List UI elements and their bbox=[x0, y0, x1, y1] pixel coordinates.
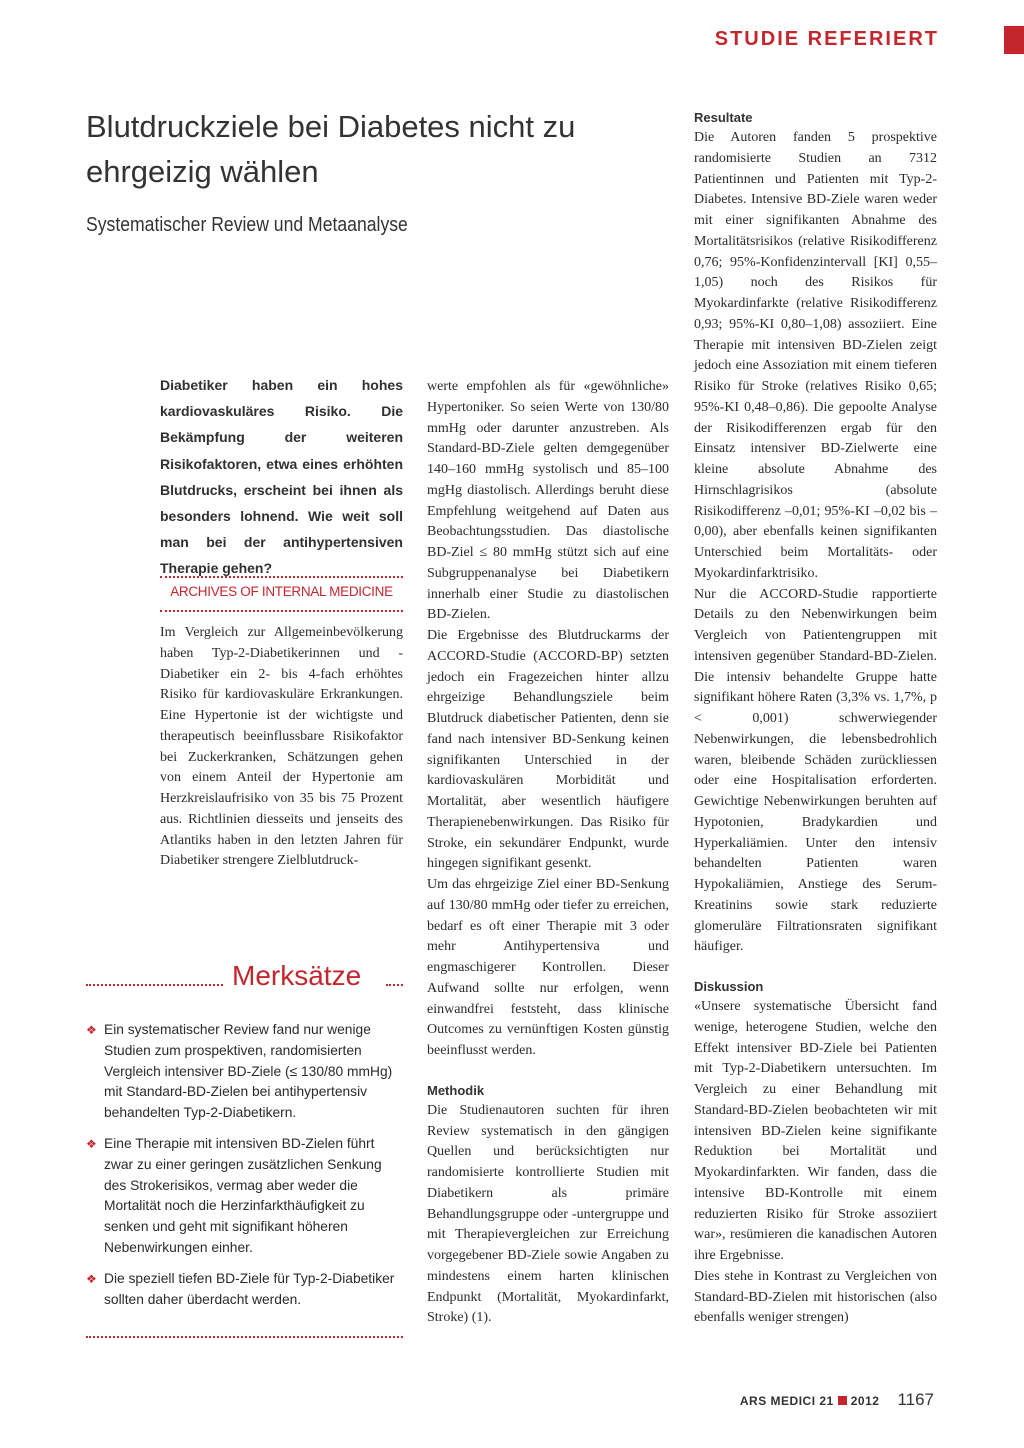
footer-year: 2012 bbox=[850, 1394, 880, 1408]
divider-dotted bbox=[86, 984, 223, 986]
merksatz-text: Eine Therapie mit intensiven BD-Zielen führt zwar zu einer geringen zusätzlichen Senkung des Strokerisikos, vermag aber weder die Mortalität noch die Herzinfarkthäufigkeit zu senken und geht mit signifikant höheren Nebenwirkungen einher. bbox=[104, 1135, 382, 1255]
merksaetze-list bbox=[86, 1020, 403, 1320]
body-paragraph: Die Autoren fanden 5 prospektive randomisierte Studien an 7312 Patientinnen und Patienten mit Typ-2-Diabetes. Intensive BD-Ziele waren weder mit einer signifikanten Abnahme des Mortalitätsrisikos (relative Risikodifferenz 0,76; 95%-Konfidenzintervall [KI] 0,55– 1,05) noch des Risikos für Myokardinfarkte (relative Risikodifferenz 0,93; 95%-KI 0,80–1,08) assoziiert. Eine Therapie mit intensiven BD-Zielen zeigt jedoch eine Assoziation mit einem tieferen Risiko für Stroke (relatives Risiko 0,65; 95%-KI 0,48–0,86). Die gepoolte Analyse der Risikodifferenzen ergab für den Einsatz intensiver BD-Zielwerte eine kleine absolute Abnahme des Hirnschlagrisikos (absolute Risikodifferenz –0,01; 95%-KI –0,02 bis –0,00), aber ebenfalls keinen signifikanten Unterschied beim Mortalitäts- oder Myokardinfarktrisiko. bbox=[694, 130, 937, 581]
divider-dotted bbox=[160, 576, 403, 578]
page-footer bbox=[740, 1390, 934, 1410]
resultate-heading: Resultate bbox=[694, 110, 753, 125]
merksatz-item bbox=[86, 1134, 403, 1259]
footer-journal: ARS MEDICI 21 bbox=[739, 1394, 834, 1408]
page-number: 1167 bbox=[897, 1390, 934, 1409]
divider-dotted bbox=[386, 984, 403, 986]
red-square-icon bbox=[838, 1396, 847, 1405]
source-journal: ARCHIVES OF INTERNAL MEDICINE bbox=[170, 584, 393, 599]
diamond-bullet-icon: ❖ bbox=[86, 1023, 97, 1037]
body-paragraph: Nur die ACCORD-Studie rapportierte Details zu den Nebenwirkungen beim Vergleich von Patientengruppen mit intensiven gegenüber Standard-BD-Zielen. Die intensiv behandelte Gruppe hatte signifikant höhere Raten (3,3% vs. 1,7%, p < 0,001) schwerwiegender Nebenwirkungen, die lebensbedrohlich waren, bleibende Schäden zurückliessen oder eine Hospitalisation erforderten. Gewichtige Nebenwirkungen beruhten auf Hypotonien, Bradykardien und Hyperkaliämien. Unter den intensiv behandelten Patienten waren Hypokaliämien, Anstiege des Serum-Kreatinins sowie stark reduzierte glomeruläre Filtrationsraten signifikant häufiger. bbox=[694, 586, 937, 955]
diamond-bullet-icon: ❖ bbox=[86, 1271, 97, 1286]
section-tag: STUDIE REFERIERT bbox=[714, 28, 939, 50]
diskussion-heading: Diskussion bbox=[694, 979, 764, 994]
merksatz-text: Die speziell tiefen BD-Ziele für Typ-2-Diabetiker sollten daher überdacht werden. bbox=[104, 1270, 395, 1307]
methodik-heading: Methodik bbox=[427, 1082, 485, 1098]
body-paragraph: Um das ehrgeizige Ziel einer BD-Senkung auf 130/80 mmHg oder tiefer zu erreichen, bedarf es oft einer Therapie mit 3 oder mehr Antihypertensiva und engmaschigerer Kontrollen. Dieser Aufwand sollte nur erfolgen, wenn einwandfrei feststeht, dass klinische Outcomes zu vernünftigen Kosten günstig beeinflusst werden. bbox=[427, 877, 669, 1058]
section-marker-block bbox=[1004, 26, 1024, 54]
body-paragraph: werte empfohlen als für «gewöhnliche» Hypertoniker. So seien Werte von 130/80 mmHg oder darunter anzustreben. Als Standard-BD-Ziele gelten demgegenüber 140–160 mmHg systolisch und 85–100 mgHg diastolisch. Allerdings beruht diese Empfehlung weitgehend auf Daten aus Beobachtungsstudien. Das diastolische BD-Ziel ≤ 80 mmHg stützt sich auf eine Subgruppenanalyse bei Diabetikern innerhalb einer Studie zu diastolischen BD-Zielen. bbox=[427, 379, 669, 623]
body-paragraph: Die Studienautoren suchten für ihren Review systematisch in den gängigen Quellen und berücksichtigten nur randomisierte kontrollierte Studien mit Diabetikern als primäre Behandlungsgruppe oder -untergruppe und mit Therapievergleichen zur Erreichung vorgegebener BD-Ziele sowie Angaben zu mindestens einem harten klinischen Endpunkt (Mortalität, Myokardinfarkt, Stroke) (1). bbox=[427, 1102, 669, 1326]
merksaetze-header bbox=[86, 960, 403, 994]
article-lead: Diabetiker haben ein hohes kardiovaskuläres Risiko. Die Bekämpfung der weiteren Risikofaktoren, etwa eines erhöhten Blutdrucks, erscheint bei ihnen als besonders lohnend. Wie weit soll man bei der antihypertensiven Therapie gehen? bbox=[160, 377, 403, 577]
merksatz-text: Ein systematischer Review fand nur wenige Studien zum prospektiven, randomisierten Vergleich intensiver BD-Ziele (≤ 130/80 mmHg) mit Standard-BD-Zielen bei antihypertensiv behandelten Typ-2-Diabetikern. bbox=[104, 1022, 393, 1121]
article-subtitle: Systematischer Review und Metaanalyse bbox=[86, 214, 408, 236]
col3-body bbox=[694, 107, 937, 1329]
body-paragraph: Im Vergleich zur Allgemeinbevölkerung haben Typ-2-Diabetikerinnen und -Diabetiker ein 2- bis 4-fach erhöhtes Risiko für kardiovaskuläre Erkrankungen. Eine Hypertonie ist der wichtigste und therapeutisch beeinflussbare Risikofaktor bei Zuckerkranken, Schätzungen gehen von einem Anteil der Hypertonie am Herzkreislaufrisiko von 35 bis 75 Prozent aus. Richtlinien diesseits und jenseits des Atlantiks haben in den letzten Jahren für Diabetiker strengere Zielblutdruck- bbox=[160, 625, 403, 869]
col1-body bbox=[160, 623, 403, 872]
merksaetze-title: Merksätze bbox=[228, 960, 365, 992]
body-paragraph: Die Ergebnisse des Blutdruckarms der ACCORD-Studie (ACCORD-BP) setzten jedoch ein Fragezeichen hinter allzu ehrgeizige Behandlungsziele beim Blutdruck diabetischer Patienten, denn sie fand nach intensiver BD-Senkung keinen signifikanten Unterschied in der kardiovaskulären Morbidität und Mortalität, aber wesentlich häufigere Therapienebenwirkungen. Das Risiko für Stroke, ein sekundärer Endpunkt, wurde hingegen signifikant gesenkt. bbox=[427, 628, 669, 872]
article-title: Blutdruckziele bei Diabetes nicht zu ehrgeizig wählen bbox=[86, 109, 576, 189]
divider-dotted bbox=[160, 610, 403, 612]
body-paragraph: «Unsere systematische Übersicht fand wenige, heterogene Studien, welche den Effekt intensiver BD-Ziele bei Patienten mit Typ-2-Diabetikern untersuchten. Im Vergleich zu einer Behandlung mit Standard-BD-Zielen beobachteten wir mit intensiven BD-Zielen keine signifikante Reduktion bei Mortalität und Myokardinfarkten. Wir fanden, dass die intensive BD-Kontrolle mit einem reduzierten Risiko für Stroke assoziiert war», resümieren die kanadischen Autoren ihre Ergebnisse. bbox=[694, 999, 937, 1263]
divider-dotted bbox=[86, 1336, 403, 1338]
merksatz-item bbox=[86, 1269, 403, 1311]
body-paragraph: Dies stehe in Kontrast zu Vergleichen von Standard-BD-Zielen mit historischen (also ebenfalls weniger strengen) bbox=[694, 1268, 937, 1326]
diamond-bullet-icon: ❖ bbox=[86, 1136, 97, 1151]
col2-body bbox=[427, 377, 669, 1329]
merksatz-item bbox=[86, 1020, 403, 1124]
